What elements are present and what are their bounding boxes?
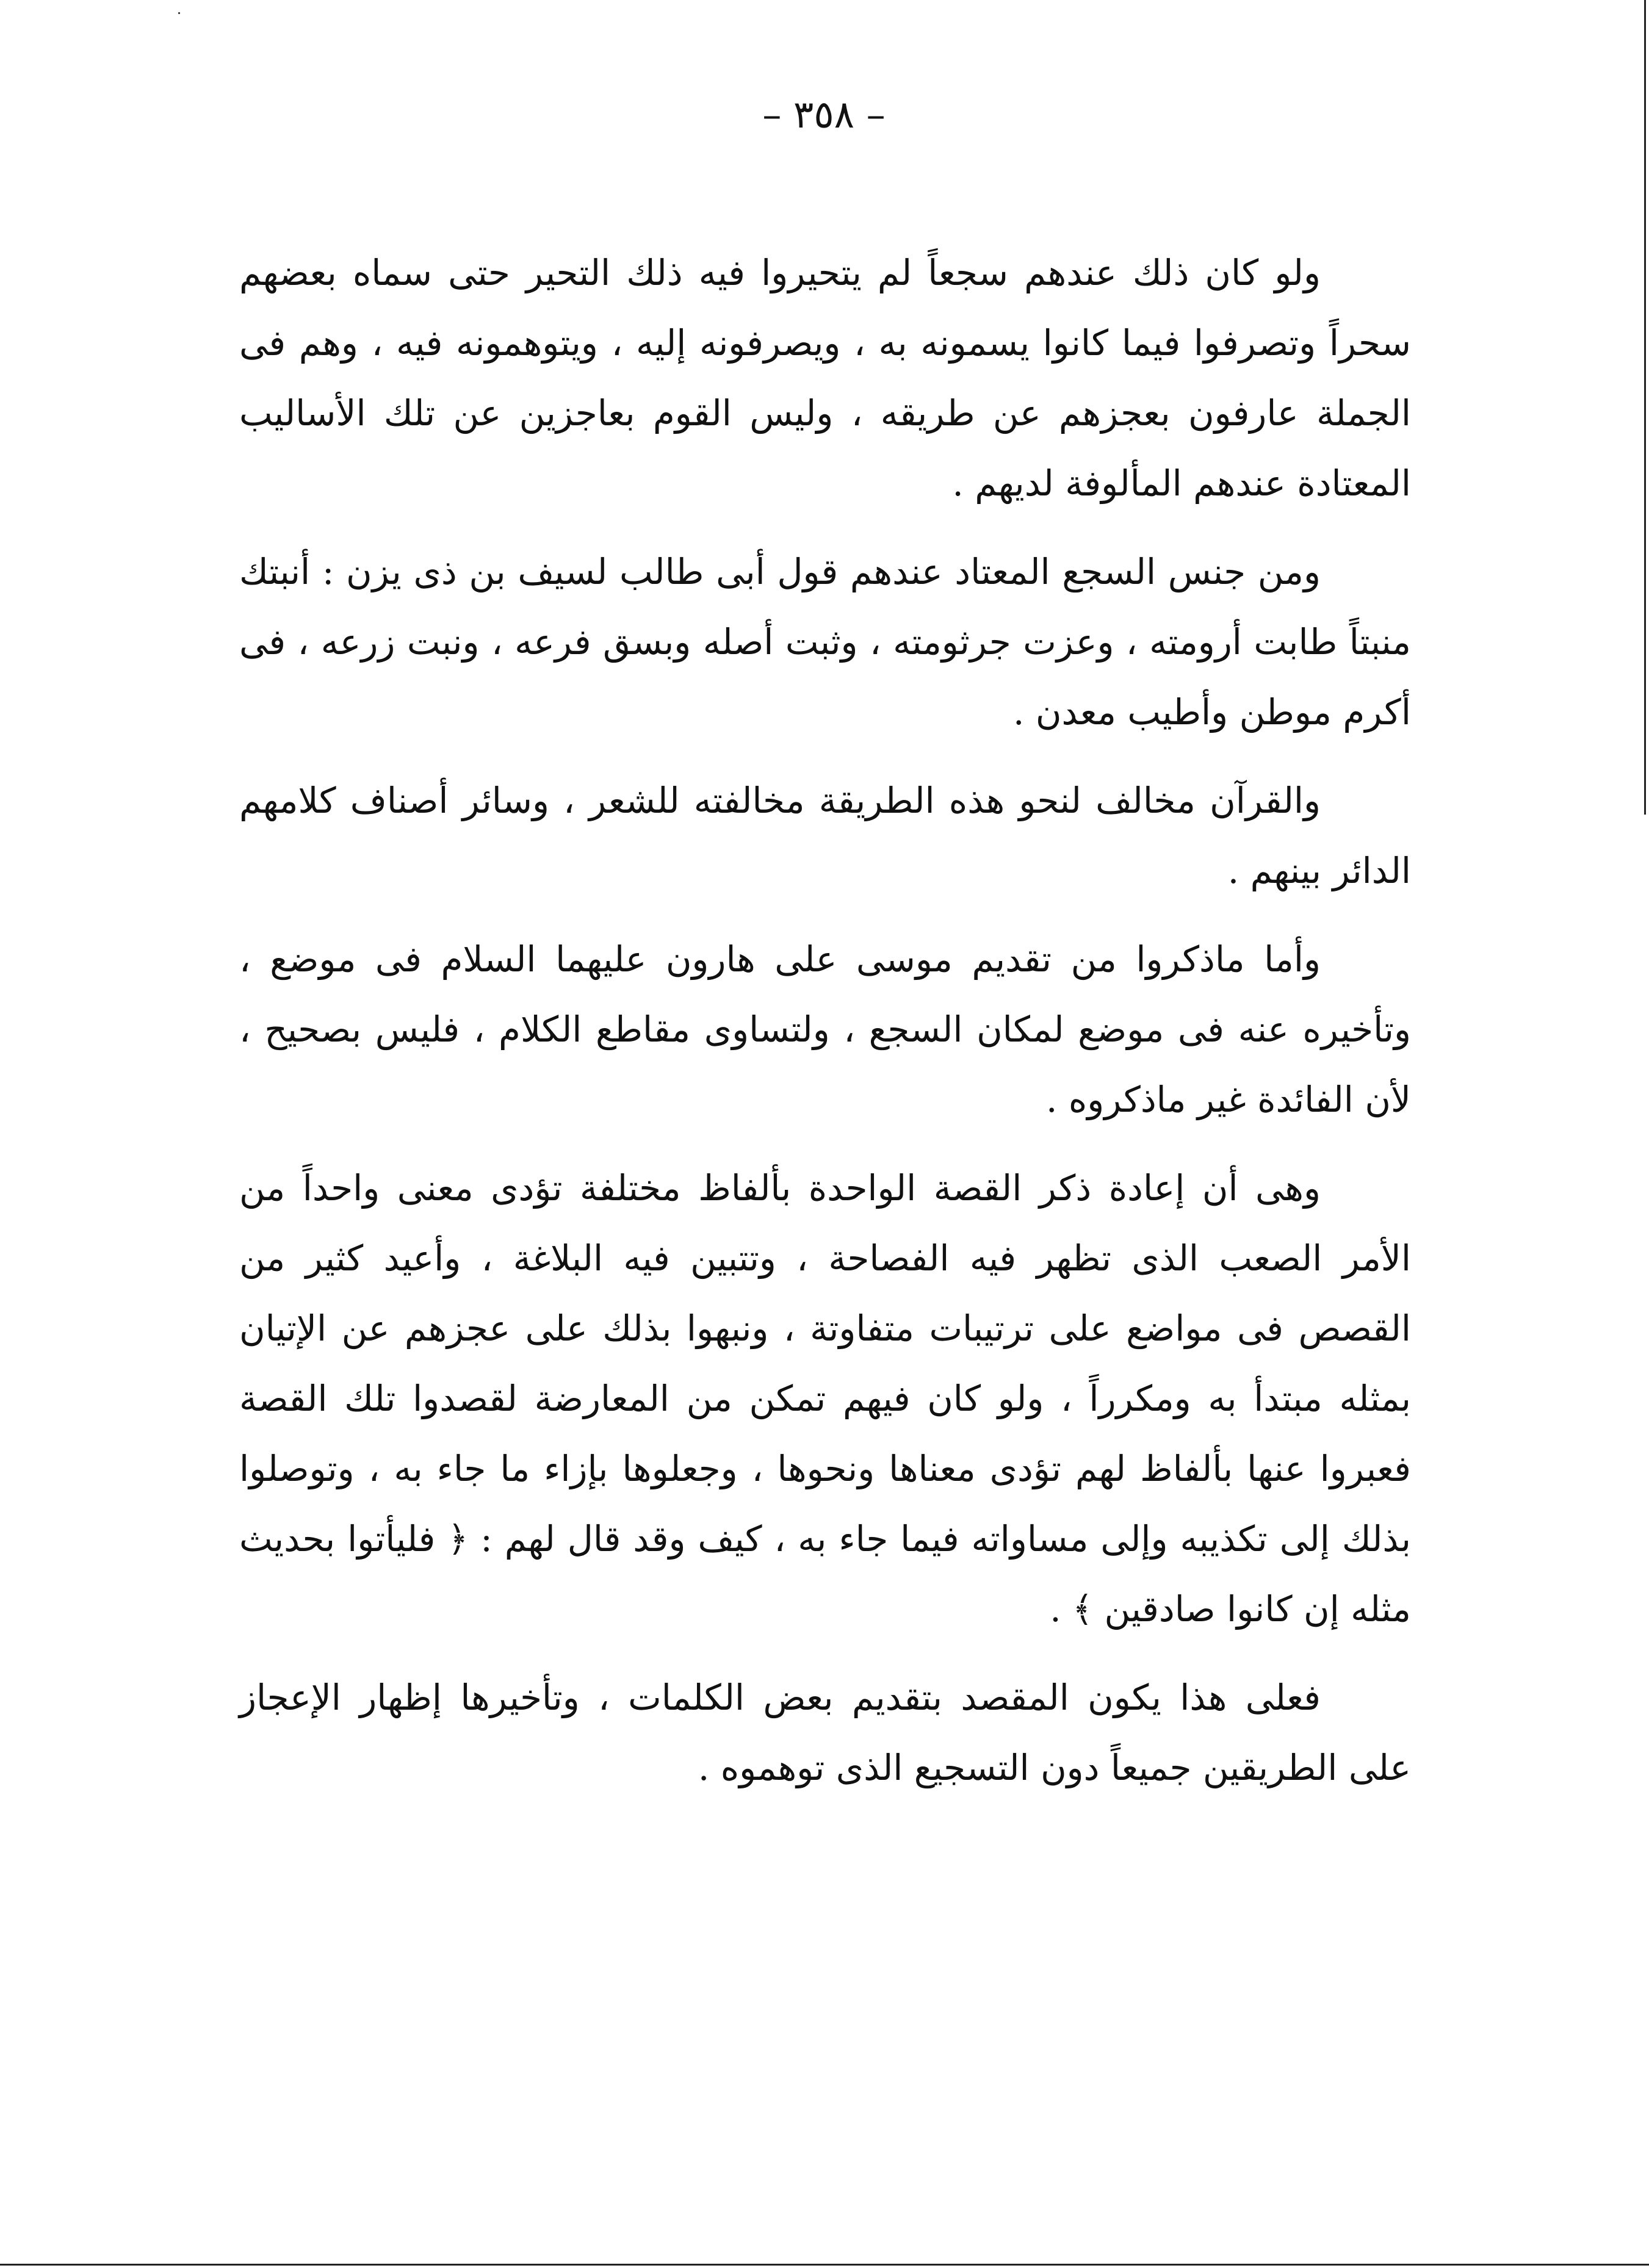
paragraph-6: فعلى هذا يكون المقصد بتقديم بعض الكلمات ، وتأخيرها إظهار الإعجاز على الطريقين جميعاً دون التسجيع الذى توهموه . [239,1677,1411,1788]
paragraph-4: وأما ماذكروا من تقديم موسى على هارون عليهما السلام فى موضع ، وتأخيره عنه فى موضع لمكان السجع ، ولتساوى مقاطع الكلام ، فليس بصحيح ، لأن الفائدة غير ماذكروه . [239,938,1411,1120]
paragraph-3: والقرآن مخالف لنحو هذه الطريقة مخالفته للشعر ، وسائر أصناف كلامهم الدائر بينهم . [239,780,1411,891]
paragraph-5: وهى أن إعادة ذكر القصة الواحدة بألفاظ مختلفة تؤدى معنى واحداً من الأمر الصعب الذى تظهر فيه الفصاحة ، وتتبين فيه البلاغة ، وأعيد كثير من القصص فى مواضع على ترتيبات متفاوتة ، ونبهوا بذلك على عجزهم عن الإتيان بمثله مبتدأ به ومكرراً ، ولو كان فيهم تمكن من المعارضة لقصدوا تلك القصة فعبروا عنها بألفاظ لهم تؤدى معناها ونحوها ، وجعلوها بإزاء ما جاء به ، وتوصلوا بذلك إلى تكذيبه وإلى مساواته فيما جاء به ، كيف وقد قال لهم : ﴿ فليأتوا بحديث مثله إن كانوا صادقين ﴾ . [239,1167,1411,1630]
body-text [239,238,1411,1821]
page-edge-right [1644,0,1646,815]
paragraph-2: ومن جنس السجع المعتاد عندهم قول أبى طالب لسيف بن ذى يزن : أنبتك منبتاً طابت أرومته ، وعزت جرثومته ، وثبت أصله وبسق فرعه ، ونبت زرعه ، فى أكرم موطن وأطيب معدن . [239,551,1411,733]
scan-speck [178,12,180,14]
page-number: – ٣٥٨ – [762,92,886,137]
paragraph-1: ولو كان ذلك عندهم سجعاً لم يتحيروا فيه ذلك التحير حتى سماه بعضهم سحراً وتصرفوا فيما كانوا يسمونه به ، ويصرفونه إليه ، ويتوهمونه فيه ، وهم فى الجملة عارفون بعجزهم عن طريقه ، وليس القوم بعاجزين عن تلك الأساليب المعتادة عندهم المألوفة لديهم . [239,252,1411,504]
page-edge-bottom [0,2264,1649,2266]
